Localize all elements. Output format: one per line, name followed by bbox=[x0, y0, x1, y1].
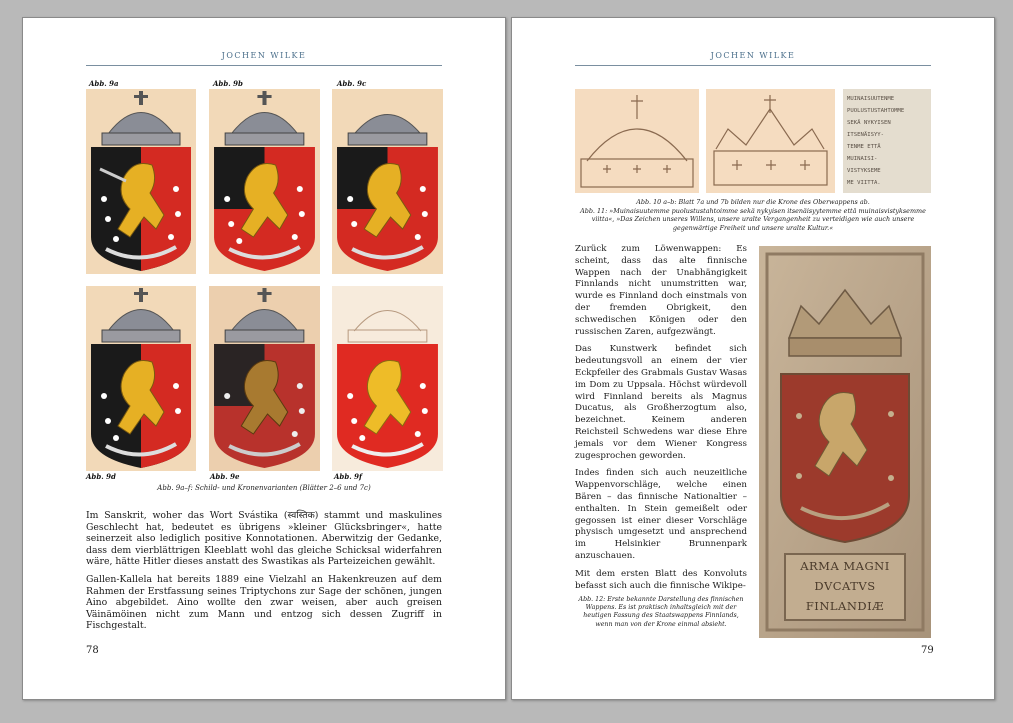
figure-caption-10-11: Abb. 10 a–b: Blatt 7a und 7b bilden nur die Krone des Oberwappens ab. Abb. 11: »Muinaisuutemme puolustustahtoimme sekä nykyisen itsenäisyytemme että muinaisvistyksemme viitta«, »Das Zeichen unseres Willens, unsere uralte Vergangenheit zu verteidigen wie auch unsere gegenwärtige Freiheit und unsere uralte Kultur.« bbox=[580, 198, 926, 232]
header-rule bbox=[86, 65, 442, 66]
note-line: PUOLUSTUSTAHTOMME bbox=[847, 108, 905, 114]
figure-label-9b: Abb. 9b bbox=[213, 79, 243, 88]
paragraph: Indes finden sich auch neuzeitliche Wappenvorschläge, welche einen Bären – das finnische Nationaltier – enthalten. In Stein gemeißelt oder gegossen ist einer dieser Vorschläge physisch umgesetzt und ansprechend im Helsinkier Brunnenpark anzuschauen. bbox=[575, 468, 747, 561]
figure-label-9e: Abb. 9e bbox=[210, 472, 240, 481]
plaque-inscription: ARMA MAGNI DVCATVS FINLANDIÆ bbox=[800, 559, 890, 613]
crown-sketch-10a bbox=[575, 89, 699, 193]
paragraph: Gallen-Kallela hat bereits 1889 eine Vielzahl an Hakenkreuzen auf dem Rahmen der Erstfassung seines Triptychons zur Sage der schönen, jungen Aino abgebildet. Aino wollte den zwar weisen, aber auch greisen Väinämöinen nicht zum Mann und entzog sich dessen Zugriff in Fischgestalt. bbox=[86, 573, 442, 632]
photo-caption-12: Abb. 12: Erste bekannte Darstellung des finnischen Wappens. Es ist praktisch inhaltsgleich mit der heutigen Fassung des Staatswappens Finnlands, wenn man von der Krone einmal absieht. bbox=[578, 596, 744, 628]
note-line: TENME ETTÄ bbox=[847, 144, 881, 150]
page-number: 78 bbox=[86, 645, 99, 656]
note-line: MUINAISUUTENME bbox=[847, 96, 895, 102]
header-rule bbox=[575, 65, 931, 66]
crown-sketch-10b bbox=[706, 89, 835, 193]
note-line: SEKÄ NYKYISEN bbox=[847, 120, 891, 126]
body-text-right bbox=[575, 244, 747, 598]
note-line: MUINAISI- bbox=[847, 156, 878, 162]
paragraph: Mit dem ersten Blatt des Konvoluts befasst sich auch die finnische Wikipe- bbox=[575, 568, 747, 591]
coat-of-arms-9a bbox=[86, 89, 196, 274]
page-78 bbox=[22, 17, 506, 700]
figure-label-9a: Abb. 9a bbox=[89, 79, 119, 88]
paragraph: Das Kunstwerk befindet sich bedeutungsvoll an einem der vier Eckpfeiler des Grabmals Gustav Wasas im Dom zu Uppsala. Höchst würdevoll wird Finnland bereits als Magnus Ducatus, als Großherzogtum also, bezeichnet. Keinem anderen Reichsteil Schwedens war diese Ehre jemals vor dem Wiener Kongress zugesprochen geworden. bbox=[575, 344, 747, 461]
coat-of-arms-9d bbox=[86, 286, 196, 471]
coat-of-arms-9b bbox=[209, 89, 320, 274]
figure-label-9f: Abb. 9f bbox=[334, 472, 362, 481]
figure-caption-9: Abb. 9a–f: Schild- und Kronenvarianten (Blätter 2–6 und 7c) bbox=[157, 484, 371, 492]
paragraph: Im Sanskrit, woher das Wort Svástika (स्वस्तिक) stammt und maskulines Geschlecht hat, bedeutet es übrigens »kleiner Glücksbringer«, hatte seinerzeit also lediglich positive Konnotationen. Aberwitzig der Gedanke, dass dem vierblättrigen Kleeblatt wohl das gleiche Schicksal widerfahren wäre, hätte Hitler dieses anstatt des Swastikas als Parteizeichen gewählt. bbox=[86, 510, 442, 568]
note-line: ME VIITTA. bbox=[847, 180, 881, 186]
sketch-note-11 bbox=[843, 89, 931, 193]
page-79 bbox=[511, 17, 995, 700]
figure-label-9c: Abb. 9c bbox=[337, 79, 367, 88]
running-head: JOCHEN WILKE bbox=[710, 51, 796, 60]
coat-of-arms-9e bbox=[209, 286, 320, 471]
running-head: JOCHEN WILKE bbox=[221, 51, 307, 60]
figure-label-9d: Abb. 9d bbox=[86, 472, 116, 481]
coat-of-arms-9c bbox=[332, 89, 443, 274]
body-text-left bbox=[86, 510, 442, 638]
note-line: VISTYKSEME bbox=[847, 168, 881, 174]
coat-of-arms-9f bbox=[332, 286, 443, 471]
page-number: 79 bbox=[921, 645, 934, 656]
stone-relief-photo bbox=[759, 246, 931, 638]
paragraph: Zurück zum Löwenwappen: Es scheint, dass das alte finnische Wappen nach der Unabhängigkeit Finnlands nicht unumstritten war, wurde es Finnland doch einstmals von der fremden Obrigkeit, den schwedischen Königen oder den russischen Zaren, aufgezwängt. bbox=[575, 244, 747, 337]
note-line: ITSENÄISYY- bbox=[847, 132, 885, 138]
